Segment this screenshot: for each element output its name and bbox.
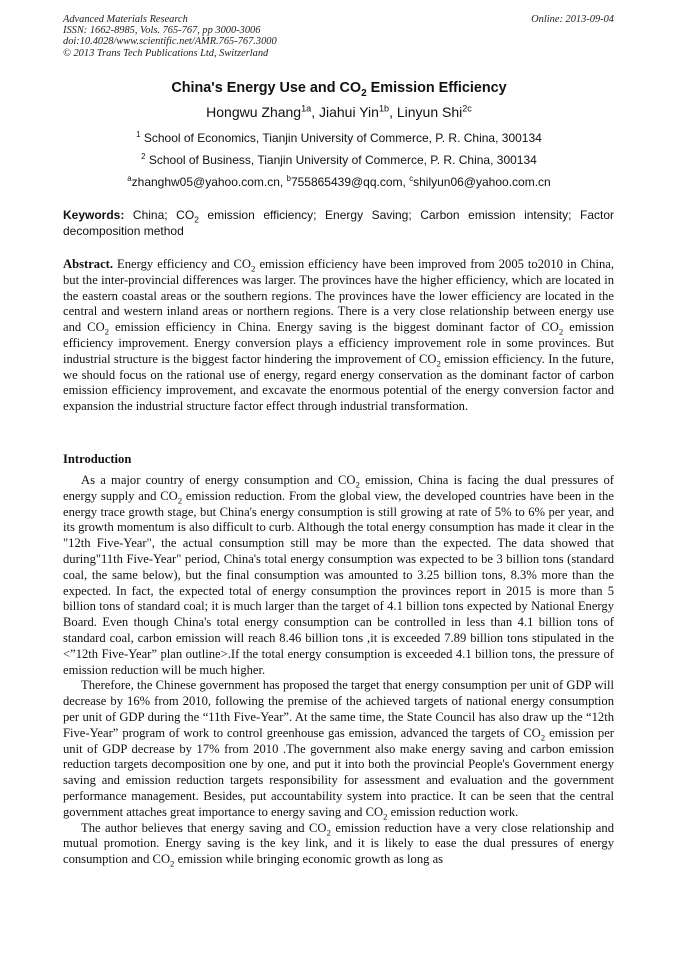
online-date: Online: 2013-09-04 xyxy=(531,14,614,25)
keywords: Keywords: China; $CO_2$ emission efficiency; Energy Saving; Carbon emission intensity; Factor decomposition method xyxy=(63,208,614,238)
author-emails: $^a$zhanghw05@yahoo.com.cn, $^b$755865439@qq.com, $^c$shilyun06@yahoo.com.cn xyxy=(127,174,551,189)
author-name: Jiahui Yin xyxy=(319,104,379,120)
issn-line: ISSN: 1662-8985, Vols. 765-767, pp 3000-3006 xyxy=(63,25,261,37)
abstract-text: Energy efficiency and CO xyxy=(113,257,252,271)
affiliation-2: $^2$ School of Business, Tianjin University of Commerce, P. R. China, 300134 xyxy=(141,152,537,167)
doi-line: doi:10.4028/www.scientific.net/AMR.765-767.3000 xyxy=(63,36,277,48)
email-link: zhanghw05@yahoo.com.cn, xyxy=(131,175,287,189)
email-link: shilyun06@yahoo.com.cn xyxy=(413,175,551,189)
paragraph: The author believes that energy saving and $CO_2$ emission reduction have a very close relationship and mutual promotion. Energy saving is the key link, and it is likely to ease the dual pressures of energy consumption and $CO_2$ emission while bringing economic growth as long as xyxy=(63,820,614,869)
affiliation-1: $^1$ School of Economics, Tianjin University of Commerce, P. R. China, 300134 xyxy=(136,130,542,145)
copyright-line: © 2013 Trans Tech Publications Ltd, Switzerland xyxy=(63,47,269,59)
author-name: Hongwu Zhang xyxy=(206,104,302,120)
journal-info xyxy=(63,14,277,59)
email-link: 755865439@qq.com, xyxy=(290,175,410,189)
section-heading-introduction: Introduction xyxy=(63,452,132,466)
abstract: Abstract. Energy efficiency and $CO_2$ emission efficiency have been improved from 2005 to2010 in China, but the inter-provincial differences was larger. The provinces have the higher efficiency, which are located in the eastern coastal areas or the southern regions. The provinces have the lower efficiency are located in the central and western inland areas or northern regions. There is a very close relationship between energy use and $CO_2$ emission efficiency in China. Energy saving is the biggest dominant factor of $CO_2$ emission efficiency improvement. Energy conversion plays a efficiency improvement role in some provinces. But industrial structure is the biggest factor hindering the improvement of $CO_2$ emission efficiency. In the future, we should focus on the rational use of energy, regard energy conservation as the dominant factor of carbon emission efficiency improvement, and excavate the enormous potential of the energy conversion factor and expansion the industrial structure factor effect through industrial transformation. xyxy=(63,257,615,414)
paragraph: Therefore, the Chinese government has proposed the target that energy consumption per unit of GDP will decrease by 16% from 2010, following the premise of the achieved targets of national energy consumption per unit of GDP during the “11th Five-Year”. At the same time, the State Council has also draw up the “12th Five-Year” program of work to control greenhouse gas emission, advanced the targets of $CO_2$ emission per unit of GDP decrease by 17% from 2010 .The government also make energy saving and carbon emission reduction targets decomposition one by one, and put it into both the provincial People's Government energy saving and emission reduction targets responsibility for assessment and evaluation and the government performance management. Besides, put accountability system into practice. It can be seen that the central government attaches great importance to energy saving and $CO_2$ emission reduction work. xyxy=(63,678,614,822)
journal-name: Advanced Materials Research xyxy=(63,14,188,25)
abstract-label: Abstract. xyxy=(63,257,114,271)
introduction-body xyxy=(63,473,614,868)
author-list: Hongwu Zhang$^{1a}$, Jiahui Yin$^{1b}$, Linyun Shi$^{2c}$ xyxy=(206,103,472,120)
paper-title: China's Energy Use and $CO_2$ Emission Efficiency xyxy=(171,80,507,99)
keywords-label: Keywords: xyxy=(63,208,125,222)
author-name: Linyun Shi xyxy=(396,104,463,120)
paragraph: As a major country of energy consumption and $CO_2$ emission, China is facing the dual pressures of energy supply and $CO_2$ emission reduction. From the global view, the developed countries have been in the energy trace growth stage, but China's energy consumption is still growing at rate of 5% to 6% per year, and its growth momentum is also difficult to curb. Although the total energy consumption has made it clear in the "12th Five-Year", the actual consumption still may be more than the expected. The data showed that during"11th Five-Year" period, China's total energy consumption was expected to be 3 billion tons (standard coal, the same below), but the final consumption was amounted to 3.25 billion tons, 8.3% more than the expected. In fact, the expected total of energy consumption the provinces report in 2015 is more than 5 billion tons of standard coal; it is much larger than the target of 4.1 billion tons expected by National Energy Board. Even though China's total energy consumption can be controlled in less than 4.1 billion tons of standard coal, carbon emission will reach 8.46 billion tons ,it is exceeded 7.89 billion tons stipulated in the <”12th Five-Year” plan outline>.If the total energy consumption is exceeded 4.1 billion tons, the pressure of emission reduction will be much higher. xyxy=(63,473,614,677)
